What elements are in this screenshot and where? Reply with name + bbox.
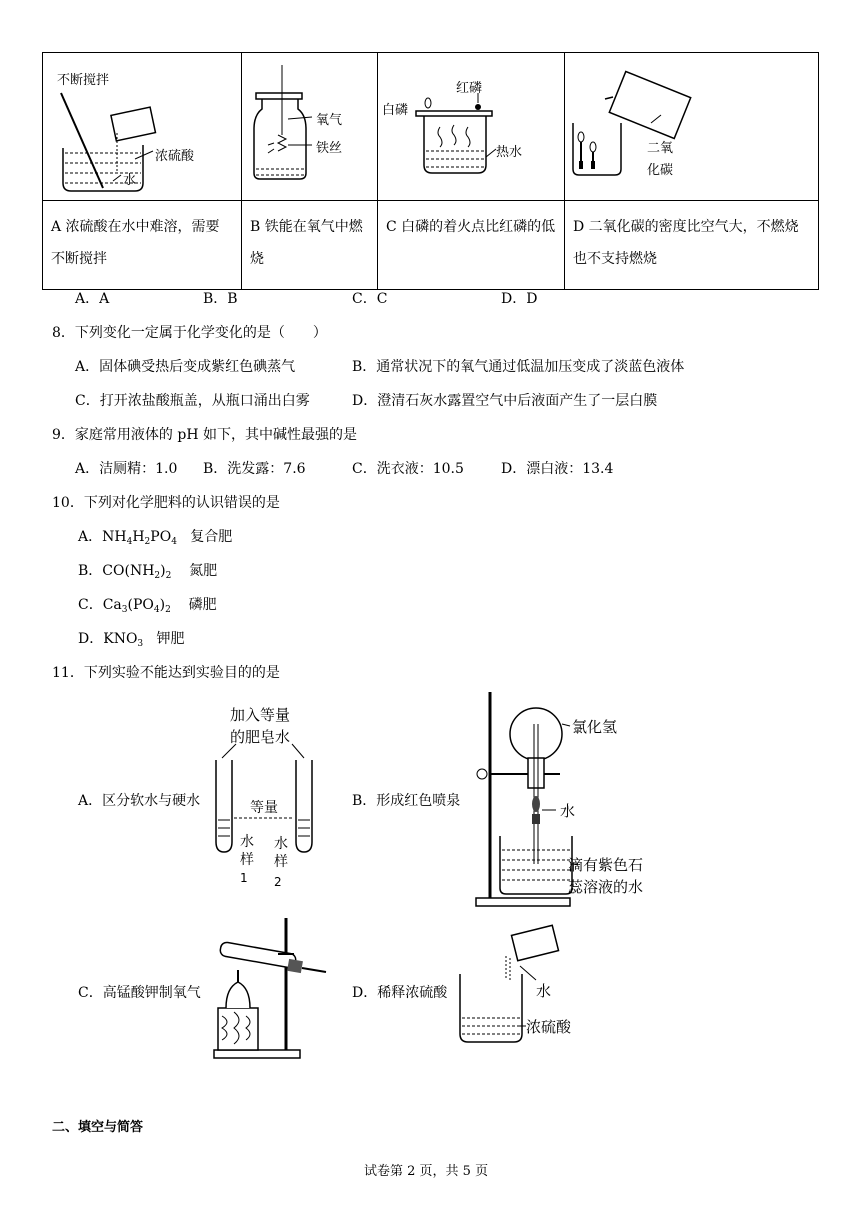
svg-text:水: 水 (240, 834, 254, 850)
q10-stem: 10．下列对化学肥料的认识错误的是 (52, 495, 280, 511)
label-iron-wire: 铁丝 (316, 141, 343, 156)
svg-text:蕊溶液的水: 蕊溶液的水 (568, 878, 644, 896)
q9-option-d[interactable]: D．漂白液：13.4 (501, 461, 614, 477)
q8-option-a[interactable]: A．固体碘受热后变成紫红色碘蒸气 (75, 359, 296, 375)
svg-text:的肥皂水: 的肥皂水 (230, 728, 291, 746)
svg-text:等量: 等量 (250, 800, 278, 816)
svg-text:样: 样 (274, 854, 288, 870)
q9-option-a[interactable]: A．洁厕精：1.0 (75, 461, 178, 477)
q7-option-c[interactable]: C．C (352, 291, 388, 307)
phosphorus-diagram (378, 53, 564, 200)
q7-table (42, 52, 819, 290)
q8-option-b[interactable]: B．通常状况下的氧气通过低温加压变成了淡蓝色液体 (352, 359, 685, 375)
soap-water-diagram (200, 700, 330, 900)
q8-option-c[interactable]: C．打开浓盐酸瓶盖，从瓶口涌出白雾 (75, 393, 310, 409)
label-white-p: 白磷 (382, 103, 409, 118)
q7-option-d[interactable]: D．D (501, 291, 538, 307)
formula-urea: $CO(NH_2)_2$ (102, 563, 172, 581)
label-stir: 不断搅拌 (57, 73, 110, 88)
formula-kno3: $KNO_3$ (103, 631, 144, 649)
q7-image-a (43, 53, 242, 201)
q7-option-a[interactable]: A．A (75, 291, 110, 307)
q10-option-c[interactable]: C．$Ca_3(PO_4)_2$ 磷肥 (78, 597, 217, 615)
q7-caption-a: A 浓硫酸在水中难溶，需要不断搅拌 (43, 201, 242, 290)
svg-text:浓硫酸: 浓硫酸 (526, 1018, 572, 1036)
q9-stem: 9．家庭常用液体的 pH 如下，其中碱性最强的是 (52, 427, 357, 443)
section-heading: 二、填空与简答 (52, 1120, 144, 1135)
svg-text:氯化氢: 氯化氢 (572, 718, 618, 736)
q9-option-c[interactable]: C．洗衣液：10.5 (352, 461, 464, 477)
q10-option-b[interactable]: B．$CO(NH_2)_2$ 氮肥 (78, 563, 218, 581)
q10-option-d[interactable]: D．$KNO_3$ 钾肥 (78, 631, 185, 649)
svg-text:滴有紫色石: 滴有紫色石 (568, 856, 644, 874)
co2-diagram (565, 53, 821, 200)
page-footer: 试卷第 2 页，共 5 页 (364, 1164, 489, 1179)
label-oxygen: 氧气 (316, 113, 343, 128)
q7-option-b[interactable]: B．B (203, 291, 238, 307)
iron-oxygen-diagram (242, 53, 377, 200)
q8-stem: 8．下列变化一定属于化学变化的是（ ） (52, 325, 327, 341)
q7-image-d (565, 53, 819, 201)
svg-text:样: 样 (240, 852, 254, 868)
svg-text:2: 2 (274, 875, 282, 889)
label-hot-water: 热水 (496, 145, 523, 160)
q7-caption-c: C 白磷的着火点比红磷的低 (378, 201, 565, 290)
svg-text:水: 水 (274, 836, 288, 852)
q8-option-d[interactable]: D．澄清石灰水露置空气中后液面产生了一层白膜 (352, 393, 658, 409)
label-co2-1: 二氧 (647, 141, 674, 156)
label-red-p: 红磷 (456, 81, 483, 96)
q11-option-c[interactable]: C．高锰酸钾制氧气 (78, 985, 201, 1001)
q7-caption-d: D 二氧化碳的密度比空气大，不燃烧也不支持燃烧 (565, 201, 819, 290)
svg-text:1: 1 (240, 871, 248, 885)
label-conc-acid: 浓硫酸 (155, 149, 195, 164)
label-water: 水 (123, 173, 137, 188)
q11-option-d[interactable]: D．稀释浓硫酸 (352, 985, 448, 1001)
label-co2-2: 化碳 (647, 163, 674, 178)
q7-image-c (378, 53, 565, 201)
q7-caption-b: B 铁能在氧气中燃烧 (242, 201, 378, 290)
svg-text:加入等量: 加入等量 (230, 706, 291, 724)
svg-text:水: 水 (536, 982, 552, 1000)
dilute-acid-diagram (450, 920, 600, 1050)
svg-text:水: 水 (560, 802, 576, 820)
formula-ca3po42: $Ca_3(PO_4)_2$ (102, 597, 171, 615)
q9-option-b[interactable]: B．洗发露：7.6 (203, 461, 306, 477)
fountain-diagram (470, 688, 670, 910)
q10-option-a[interactable]: A．$NH_4H_2PO_4$ 复合肥 (78, 529, 233, 547)
q7-image-b (242, 53, 378, 201)
q11-stem: 11．下列实验不能达到实验目的的是 (52, 665, 280, 681)
formula-nh4h2po4: $NH_4H_2PO_4$ (102, 529, 177, 547)
q11-option-b[interactable]: B．形成红色喷泉 (352, 793, 461, 809)
kmno4-diagram (210, 912, 330, 1062)
q11-option-a[interactable]: A．区分软水与硬水 (78, 793, 201, 809)
